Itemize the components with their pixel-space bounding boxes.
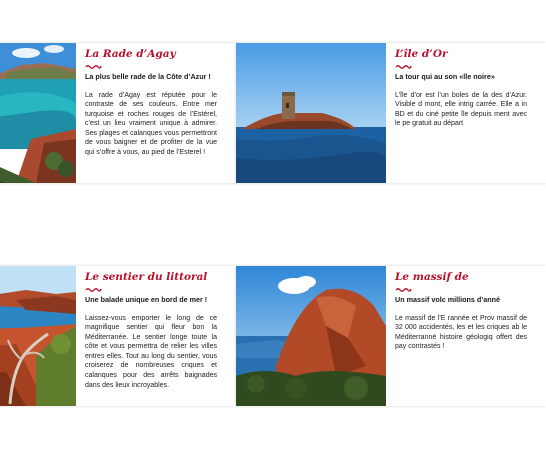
card-description: La rade d’Agay est réputée pour le contraste de ses couleurs. Entre mer turquoise et roches rouges de l’Estérel, c’est un lieu vraiment unique à admirer. Ses plages et calanques vous permettront de vous baigner et de profiter de la vue qui s’offre à vous, au pied de l’Esterel ! xyxy=(85,91,217,157)
sentier-littoral-photo xyxy=(0,266,76,406)
card-title: Le sentier du littoral xyxy=(85,271,208,283)
massif-esterel-photo xyxy=(236,266,386,406)
wave-divider-icon xyxy=(85,64,101,69)
card-text xyxy=(395,270,527,352)
card-text xyxy=(395,47,527,129)
card-description: Laissez-vous emporter le long de ce magnifique sentier qui fleur bon la Méditerranée. Le sentier longe toute la côte et vous permettra de relier les villes entres elles. Tout au long du sentier, vous croiserez de nombreuses criques et calanques pour des arrêts baignades dans des lieux incroyables. xyxy=(85,314,217,389)
card-ile-dor xyxy=(236,43,546,183)
card-title: La Rade d’Agay xyxy=(85,48,176,60)
rade-agay-photo xyxy=(0,43,76,183)
wave-divider-icon xyxy=(395,287,411,292)
card-title: Le massif de xyxy=(395,271,469,283)
card-subtitle: La tour qui au son «lle noire» xyxy=(395,72,495,81)
card-text xyxy=(85,47,217,158)
card-description: L’île d’or est l’un boles de la des d’Azur. Visible d mont, elle intrig carrée. Elle a in BD et du ciné petite île depuis ment avec le pe gratuit au départ xyxy=(395,91,527,128)
card-rade-agay xyxy=(0,43,236,183)
card-text xyxy=(85,270,217,390)
card-description: Le massif de l’E rannée et Prov massif de 32 000 accidentés, les et les criques ab le Méditerranné histoire géologiq offert des pay contrastés ! xyxy=(395,314,527,351)
card-massif-esterel xyxy=(236,266,546,406)
ile-dor-photo xyxy=(236,43,386,183)
card-sentier-littoral xyxy=(0,266,236,406)
card-subtitle: La plus belle rade de la Côte d’Azur ! xyxy=(85,72,211,81)
wave-divider-icon xyxy=(85,287,101,292)
wave-divider-icon xyxy=(395,64,411,69)
card-title: L’île d’Or xyxy=(395,48,448,60)
card-subtitle: Une balade unique en bord de mer ! xyxy=(85,295,208,304)
card-subtitle: Un massif volc millions d’anné xyxy=(395,295,501,304)
